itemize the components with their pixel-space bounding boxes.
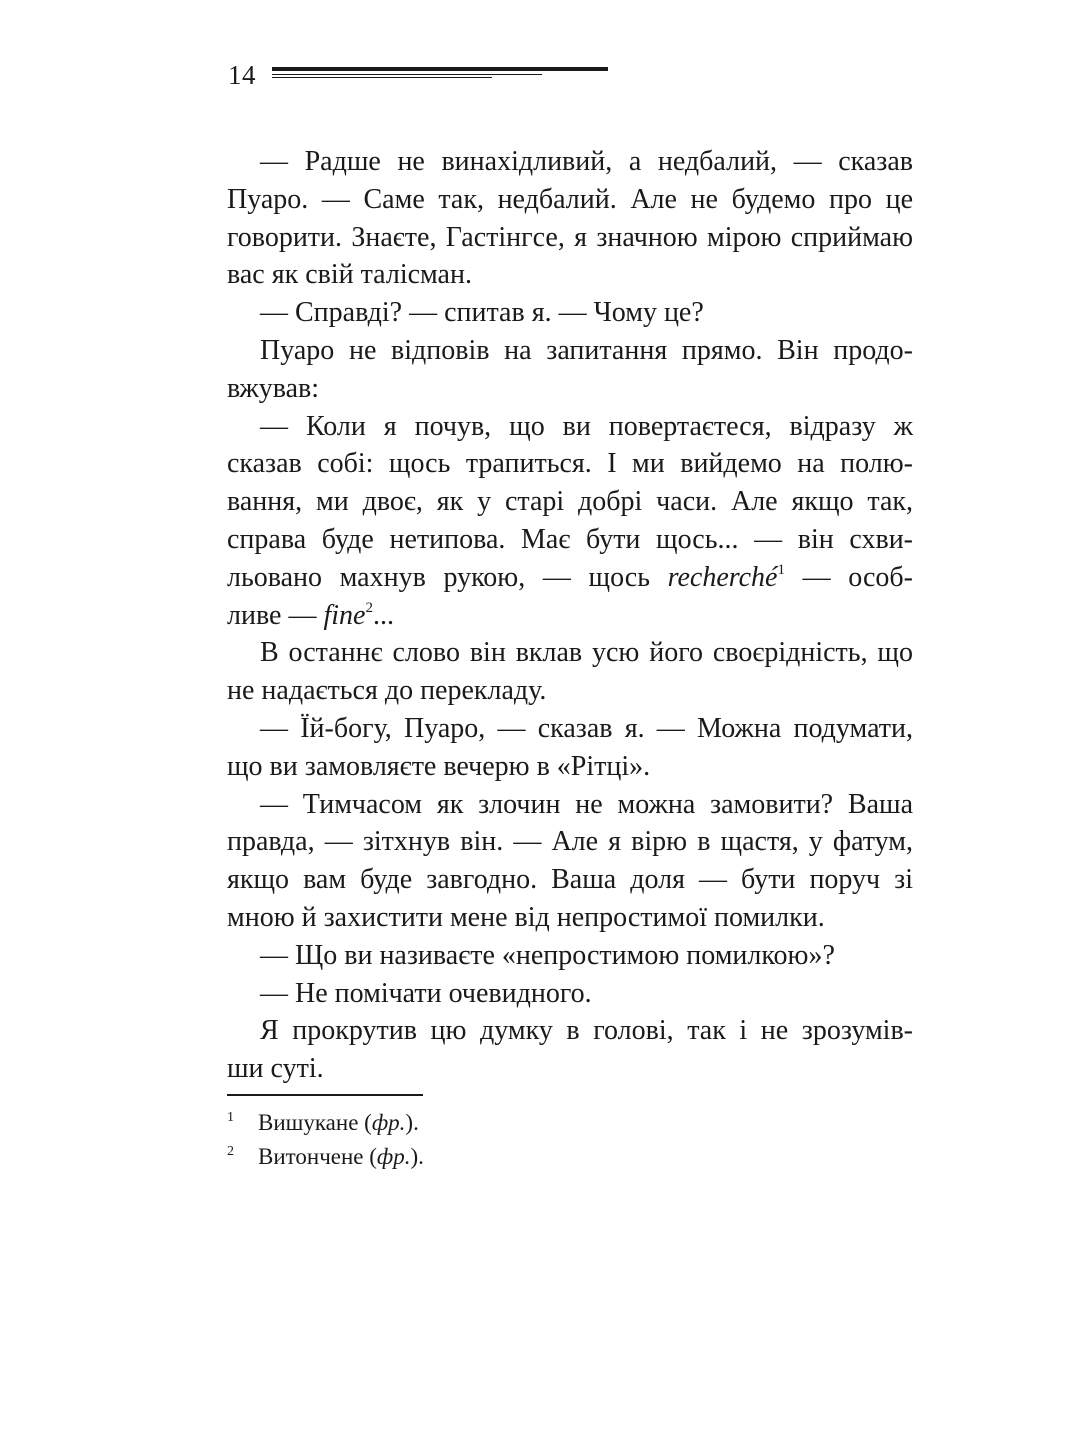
footnote: 1 Вишукане (фр.). <box>227 1110 419 1135</box>
page-number: 14 <box>228 60 256 90</box>
body-text <box>227 143 913 1088</box>
footnote-ref: 2 <box>365 599 373 616</box>
text-line: ши суті. <box>227 1053 324 1085</box>
header-rule-thin <box>272 74 542 75</box>
text-line: — Не помічати очевидного. <box>260 977 592 1009</box>
text-line: правда, — зітхнув він. — Але я вірю в щастя, у фатум, <box>227 826 913 858</box>
text-line: вжував: <box>227 372 320 404</box>
text-line: справа буде нетипова. Має бути щось... — він схви- <box>227 523 913 555</box>
footnote-ref: 1 <box>777 561 785 578</box>
header-rule-thick <box>272 67 608 71</box>
foreign-word: fine <box>323 599 366 631</box>
text-line: ливе — fine$^2$... <box>227 599 394 631</box>
text-line: — Що ви називаєте «непростимою помилкою»? <box>260 939 835 971</box>
text-line: Я прокрутив цю думку в голові, так і не зрозумів- <box>260 1015 913 1047</box>
text-line: — Коли я почув, що ви повертаєтеся, відразу ж <box>260 410 913 442</box>
text-line: мною й захистити мене від непростимої помилки. <box>227 901 825 933</box>
footnote: 2 Витончене (фр.). <box>227 1144 424 1169</box>
header-rule <box>272 66 608 80</box>
text-line: що ви замовляєте вечерю в «Рітці». <box>227 750 651 782</box>
text-line: — Радше не винахідливий, а недбалий, — сказав <box>260 146 913 177</box>
text-line: льовано махнув рукою, — щось recherché$^1$ — особ- <box>227 561 913 593</box>
footnote-text: Витончене (фр.). <box>258 1144 424 1169</box>
foreign-word: recherché <box>667 561 778 593</box>
text-line: сказав собі: щось трапиться. І ми вийдемо на полю- <box>227 448 913 480</box>
text-line: — Їй-богу, Пуаро, — сказав я. — Можна подумати, <box>260 712 913 744</box>
footnotes <box>227 1106 627 1174</box>
text-line: вас як свій талісман. <box>227 259 472 291</box>
text-line: якщо вам буде завгодно. Ваша доля — бути поруч зі <box>227 864 913 896</box>
text-line: вання, ми двоє, як у старі добрі часи. Але якщо так, <box>227 486 913 518</box>
text-line: Пуаро не відповів на запитання прямо. Він продо- <box>260 334 913 366</box>
page-header <box>228 58 588 92</box>
text-line: не надається до перекладу. <box>227 675 547 707</box>
text-line: — Справді? — спитав я. — Чому це? <box>260 297 704 329</box>
header-rule-thin <box>272 77 492 78</box>
text-line: Пуаро. — Саме так, недбалий. Але не будемо про це <box>227 183 913 215</box>
footnote-rule <box>227 1094 423 1096</box>
footnote-text: Вишукане (фр.). <box>258 1110 419 1135</box>
text-line: — Тимчасом як злочин не можна замовити? Ваша <box>260 788 913 820</box>
text-line: В останнє слово він вклав усю його своєрідність, що <box>260 637 913 669</box>
text-line: говорити. Знаєте, Гастінгсе, я значною мірою сприймаю <box>227 221 913 253</box>
